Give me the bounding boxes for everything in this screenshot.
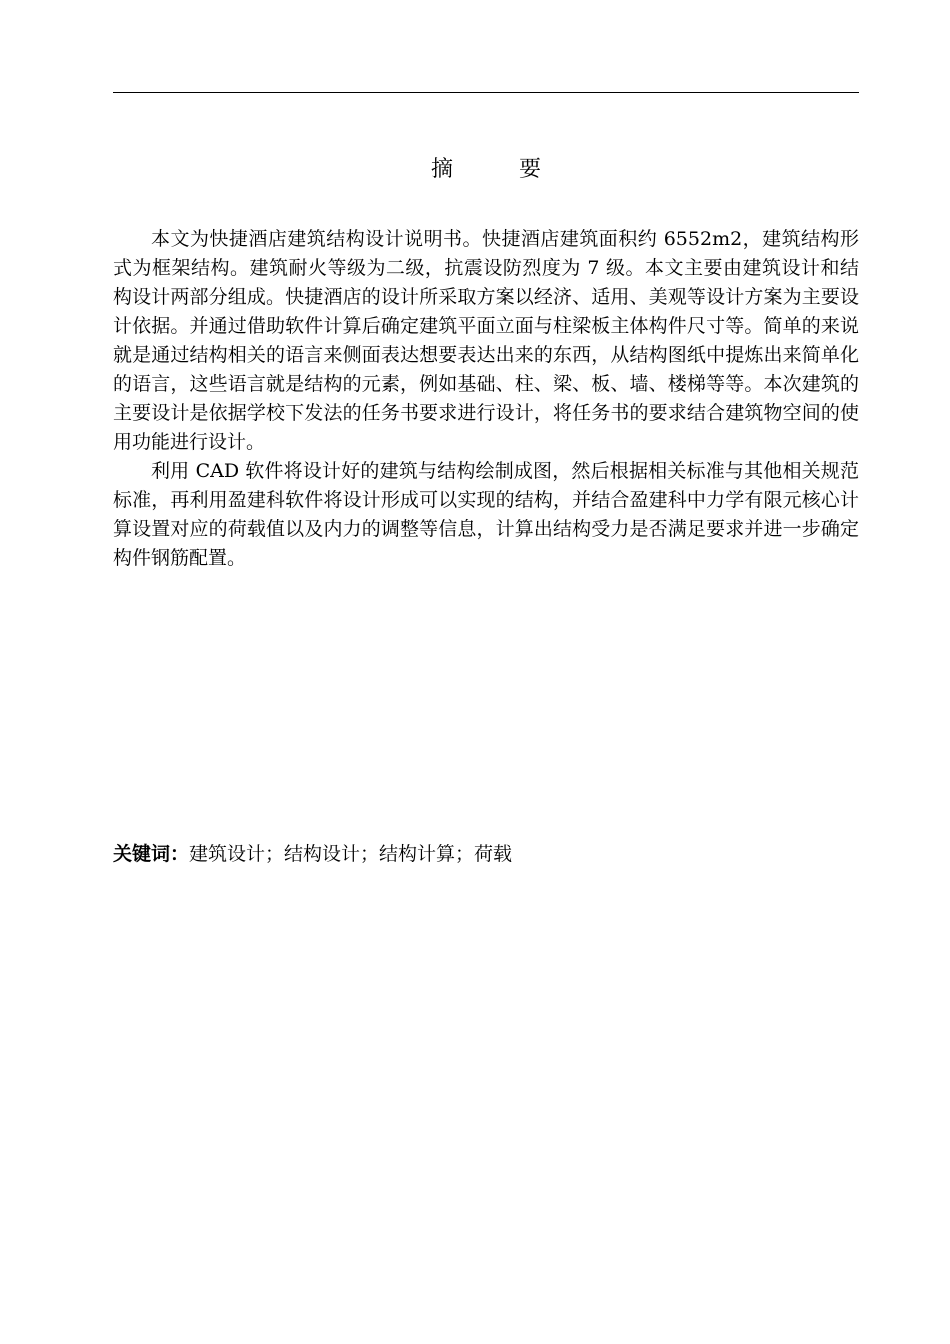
abstract-paragraph-2: 利用 CAD 软件将设计好的建筑与结构绘制成图，然后根据相关标准与其他相关规范标准，再利用盈建科软件将设计形成可以实现的结构，并结合盈建科中力学有限元核心计算设置对应的荷载值以及内力的调整等信息，计算出结构受力是否满足要求并进一步确定构件钢筋配置。	[113, 460, 859, 569]
keywords-label: 关键词：	[113, 843, 190, 865]
keywords-text: 建筑设计；结构设计；结构计算；荷载	[189, 843, 513, 865]
abstract-title: 摘 要	[430, 157, 563, 182]
header-rule	[113, 92, 859, 93]
abstract-paragraph-1: 本文为快捷酒店建筑结构设计说明书。快捷酒店建筑面积约 6552m2，建筑结构形式为框架结构。建筑耐火等级为二级，抗震设防烈度为 7 级。本文主要由建筑设计和结构设计两部分组成。快捷酒店的设计所采取方案以经济、适用、美观等设计方案为主要设计依据。并通过借助软件计算后确定建筑平面立面与柱梁板主体构件尺寸等。简单的来说就是通过结构相关的语言来侧面表达想要表达出来的东西，从结构图纸中提炼出来简单化的语言，这些语言就是结构的元素，例如基础、柱、梁、板、墙、楼梯等等。本次建筑的主要设计是依据学校下发法的任务书要求进行设计，将任务书的要求结合建筑物空间的使用功能进行设计。	[113, 228, 859, 453]
abstract-body	[113, 225, 859, 573]
keywords-line	[113, 840, 859, 869]
